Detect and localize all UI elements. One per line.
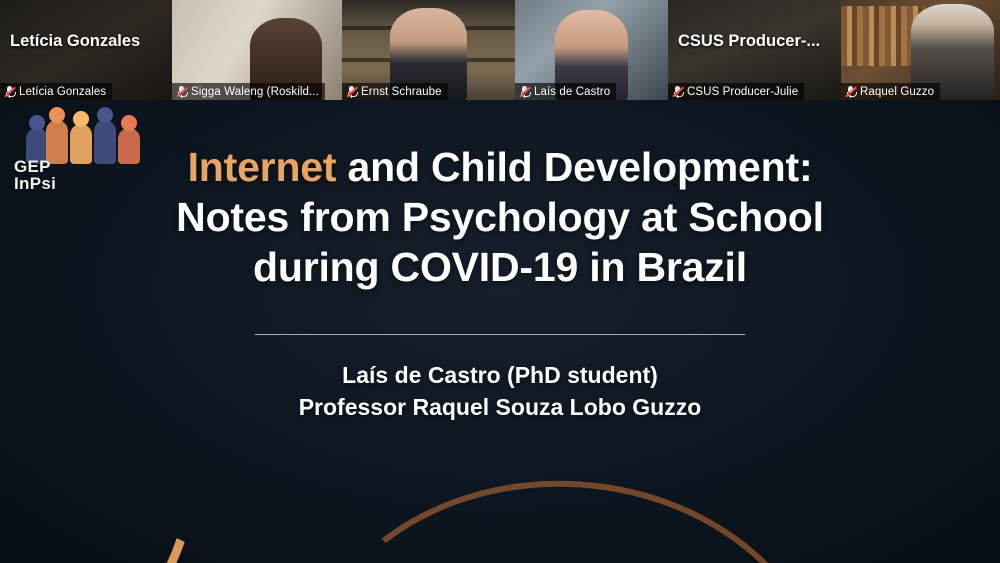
decorative-swoosh: [819, 100, 1000, 563]
microphone-muted-icon: [4, 85, 15, 98]
slide-title-rest: and Child Development: Notes from Psychology at School during COVID-19 in Brazil: [176, 144, 824, 290]
logo-line-1: GEP: [14, 157, 51, 176]
participant-name-label: Letícia Gonzales: [19, 85, 107, 98]
logo-line-2: InPsi: [14, 174, 57, 193]
participant-name-label: Raquel Guzzo: [860, 85, 935, 98]
participant-overlay-name: Letícia Gonzales: [10, 32, 141, 50]
participant-tile-sigga-waleng[interactable]: [172, 0, 342, 100]
gep-inpsi-logo: [10, 104, 160, 200]
participant-name-bar: [515, 83, 616, 100]
decorative-swoosh: [285, 463, 847, 563]
presenter-line-1: Laís de Castro (PhD student): [342, 362, 658, 388]
people-illustration-icon: [24, 106, 150, 164]
shared-screen-slide: [0, 100, 1000, 563]
slide-title-highlight: Internet: [187, 144, 337, 190]
participant-name-label: Ernst Schraube: [361, 85, 442, 98]
participant-tile-leticia-gonzales[interactable]: [0, 0, 172, 100]
participant-name-bar: [841, 83, 940, 100]
participant-name-bar: [0, 83, 112, 100]
microphone-muted-icon: [346, 85, 357, 98]
participant-name-label: Laís de Castro: [534, 85, 611, 98]
slide-presenters: [170, 359, 830, 423]
participant-name-bar: [668, 83, 804, 100]
presenter-line-2: Professor Raquel Souza Lobo Guzzo: [298, 394, 702, 420]
participant-name-label: Sigga Waleng (Roskild...: [191, 85, 319, 98]
participant-name-label: CSUS Producer-Julie: [687, 85, 799, 98]
microphone-muted-icon: [672, 85, 683, 98]
participant-name-bar: [172, 83, 325, 100]
participant-tile-csus-producer-julie[interactable]: [668, 0, 841, 100]
microphone-muted-icon: [845, 85, 856, 98]
participant-tile-ernst-schraube[interactable]: [342, 0, 515, 100]
microphone-muted-icon: [519, 85, 530, 98]
participant-overlay-name: CSUS Producer-...: [678, 32, 821, 50]
microphone-muted-icon: [176, 85, 187, 98]
participant-tile-raquel-guzzo[interactable]: [841, 0, 1000, 100]
participant-name-bar: [342, 83, 448, 100]
title-divider: [255, 334, 745, 335]
participant-filmstrip: [0, 0, 1000, 100]
slide-title: [170, 142, 830, 292]
participant-tile-lais-de-castro[interactable]: [515, 0, 668, 100]
logo-text: [14, 158, 56, 192]
slide-title-block: [170, 142, 830, 423]
